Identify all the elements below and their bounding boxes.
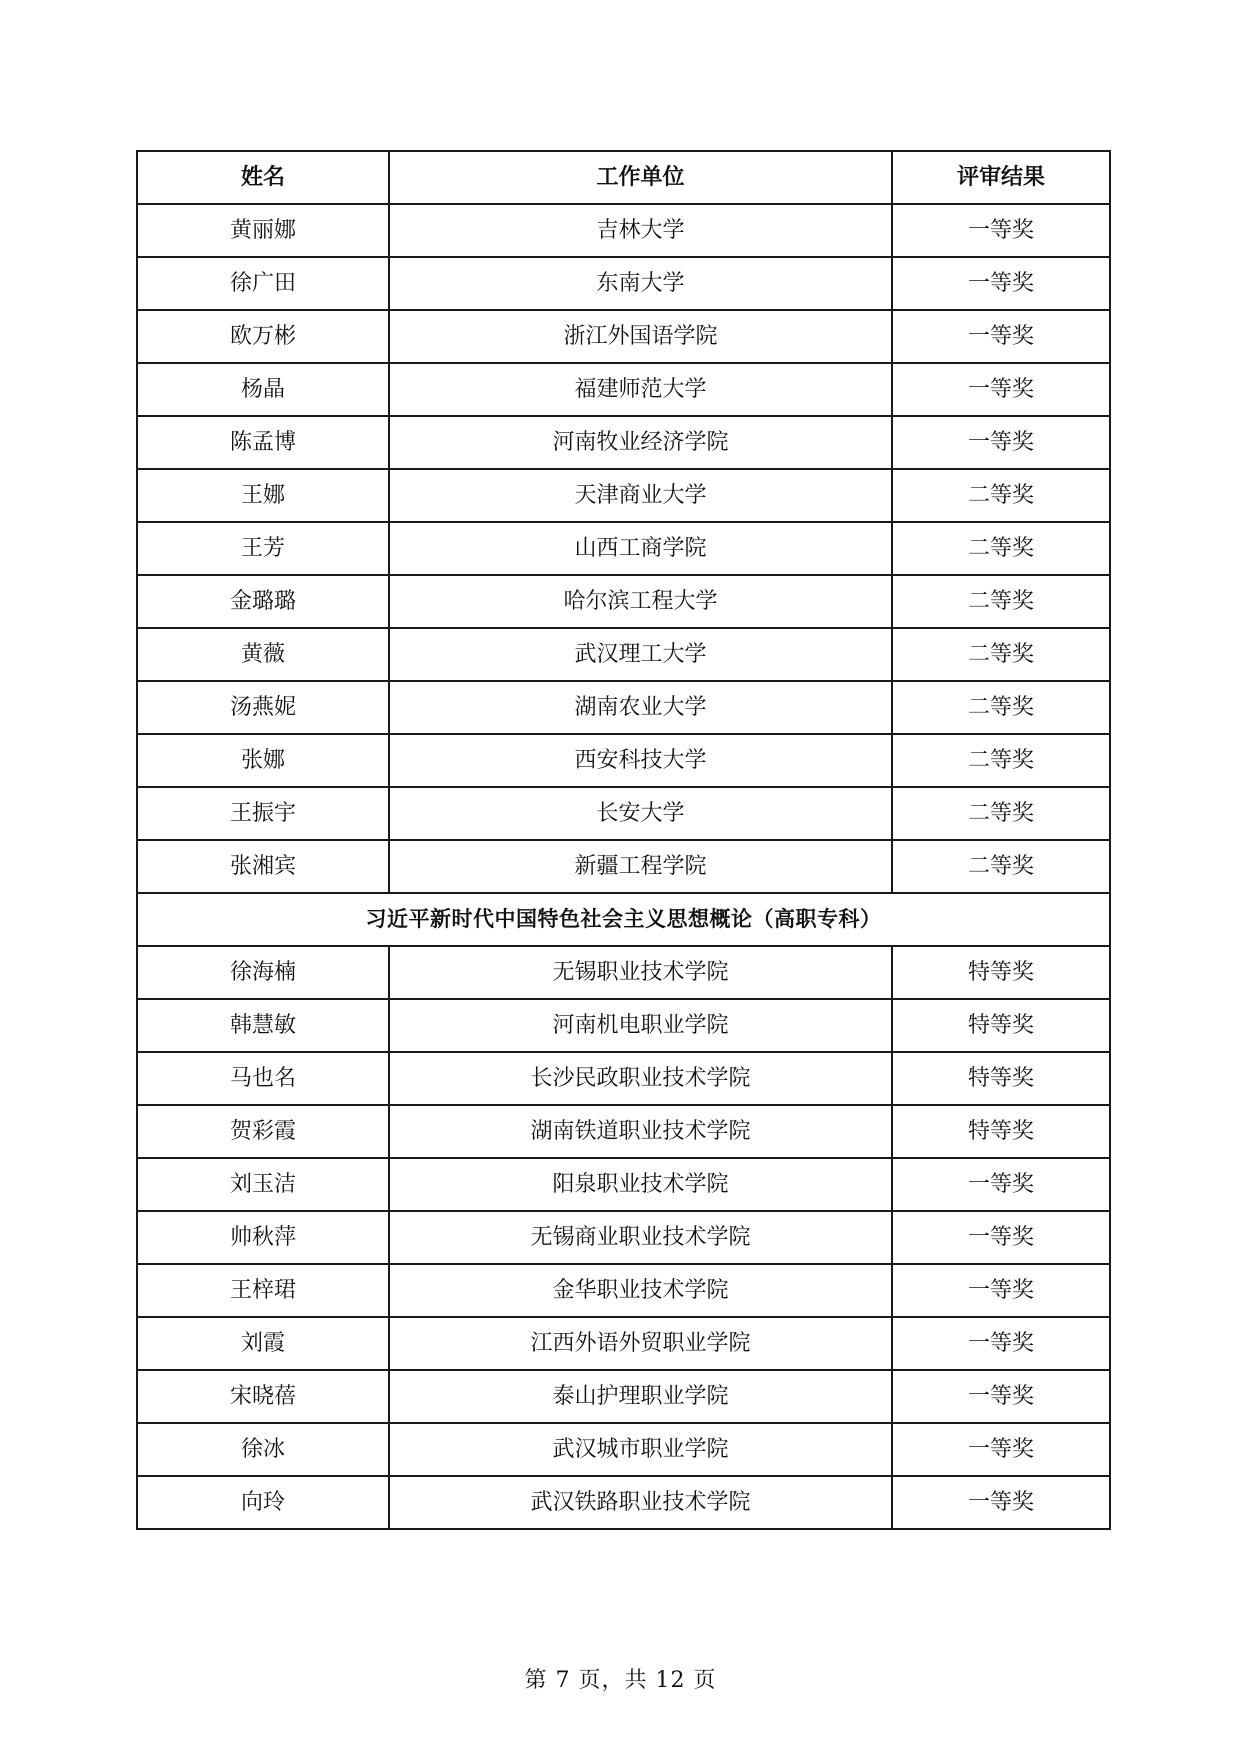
table-row [137,363,1110,416]
cell-unit: 武汉理工大学 [389,628,892,681]
cell-unit: 江西外语外贸职业学院 [389,1317,892,1370]
table-body [137,204,1110,1529]
cell-result: 一等奖 [892,1211,1110,1264]
cell-result: 二等奖 [892,628,1110,681]
cell-name: 欧万彬 [137,310,389,363]
cell-unit: 浙江外国语学院 [389,310,892,363]
cell-name: 宋晓蓓 [137,1370,389,1423]
cell-unit: 河南牧业经济学院 [389,416,892,469]
cell-result: 一等奖 [892,1317,1110,1370]
table-row [137,522,1110,575]
cell-name: 徐海楠 [137,946,389,999]
cell-name: 黄薇 [137,628,389,681]
cell-name: 汤燕妮 [137,681,389,734]
cell-result: 特等奖 [892,1105,1110,1158]
cell-unit: 长沙民政职业技术学院 [389,1052,892,1105]
cell-result: 二等奖 [892,840,1110,893]
table-row [137,1211,1110,1264]
cell-unit: 福建师范大学 [389,363,892,416]
cell-result: 二等奖 [892,522,1110,575]
cell-name: 张娜 [137,734,389,787]
table-row [137,1052,1110,1105]
table-row [137,1264,1110,1317]
page-number-footer: 第 7 页，共 12 页 [524,1668,717,1693]
table-row [137,257,1110,310]
cell-result: 二等奖 [892,787,1110,840]
cell-result: 特等奖 [892,946,1110,999]
cell-result: 二等奖 [892,469,1110,522]
cell-unit: 长安大学 [389,787,892,840]
table-row [137,681,1110,734]
awards-table [136,150,1111,1530]
cell-result: 一等奖 [892,1158,1110,1211]
table-row [137,1476,1110,1529]
cell-unit: 武汉城市职业学院 [389,1423,892,1476]
cell-result: 一等奖 [892,363,1110,416]
table-row [137,1370,1110,1423]
cell-unit: 山西工商学院 [389,522,892,575]
table-row [137,1317,1110,1370]
cell-result: 一等奖 [892,310,1110,363]
header-result: 评审结果 [892,151,1110,204]
cell-unit: 吉林大学 [389,204,892,257]
header-name: 姓名 [137,151,389,204]
cell-result: 一等奖 [892,204,1110,257]
cell-result: 一等奖 [892,416,1110,469]
table-row [137,575,1110,628]
cell-name: 向玲 [137,1476,389,1529]
cell-name: 王芳 [137,522,389,575]
cell-result: 特等奖 [892,1052,1110,1105]
cell-unit: 泰山护理职业学院 [389,1370,892,1423]
cell-unit: 阳泉职业技术学院 [389,1158,892,1211]
table-row [137,310,1110,363]
cell-unit: 武汉铁路职业技术学院 [389,1476,892,1529]
cell-name: 王振宇 [137,787,389,840]
table-row [137,469,1110,522]
cell-name: 杨晶 [137,363,389,416]
cell-unit: 湖南铁道职业技术学院 [389,1105,892,1158]
cell-unit: 湖南农业大学 [389,681,892,734]
cell-name: 贺彩霞 [137,1105,389,1158]
cell-name: 黄丽娜 [137,204,389,257]
table-row [137,204,1110,257]
cell-unit: 无锡职业技术学院 [389,946,892,999]
cell-result: 一等奖 [892,1423,1110,1476]
cell-result: 一等奖 [892,1476,1110,1529]
cell-name: 马也名 [137,1052,389,1105]
table-row [137,1158,1110,1211]
table-row [137,946,1110,999]
cell-name: 王梓珺 [137,1264,389,1317]
cell-name: 帅秋萍 [137,1211,389,1264]
cell-name: 刘玉洁 [137,1158,389,1211]
cell-unit: 无锡商业职业技术学院 [389,1211,892,1264]
table-row [137,734,1110,787]
table-row [137,1105,1110,1158]
header-unit: 工作单位 [389,151,892,204]
cell-result: 一等奖 [892,1370,1110,1423]
cell-unit: 东南大学 [389,257,892,310]
table-header-row [137,151,1110,204]
table-row [137,999,1110,1052]
cell-name: 韩慧敏 [137,999,389,1052]
table-row [137,628,1110,681]
cell-name: 王娜 [137,469,389,522]
cell-result: 一等奖 [892,257,1110,310]
table-row [137,787,1110,840]
cell-name: 陈孟博 [137,416,389,469]
cell-name: 徐冰 [137,1423,389,1476]
cell-name: 张湘宾 [137,840,389,893]
cell-result: 二等奖 [892,734,1110,787]
table-row [137,840,1110,893]
cell-name: 徐广田 [137,257,389,310]
cell-unit: 哈尔滨工程大学 [389,575,892,628]
cell-name: 金璐璐 [137,575,389,628]
cell-unit: 河南机电职业学院 [389,999,892,1052]
cell-result: 二等奖 [892,681,1110,734]
table-row [137,1423,1110,1476]
cell-result: 一等奖 [892,1264,1110,1317]
section-title: 习近平新时代中国特色社会主义思想概论（高职专科） [137,893,1110,946]
cell-unit: 金华职业技术学院 [389,1264,892,1317]
table-row [137,416,1110,469]
cell-result: 特等奖 [892,999,1110,1052]
cell-unit: 天津商业大学 [389,469,892,522]
cell-unit: 西安科技大学 [389,734,892,787]
cell-result: 二等奖 [892,575,1110,628]
cell-unit: 新疆工程学院 [389,840,892,893]
cell-name: 刘霞 [137,1317,389,1370]
section-row [137,893,1110,946]
